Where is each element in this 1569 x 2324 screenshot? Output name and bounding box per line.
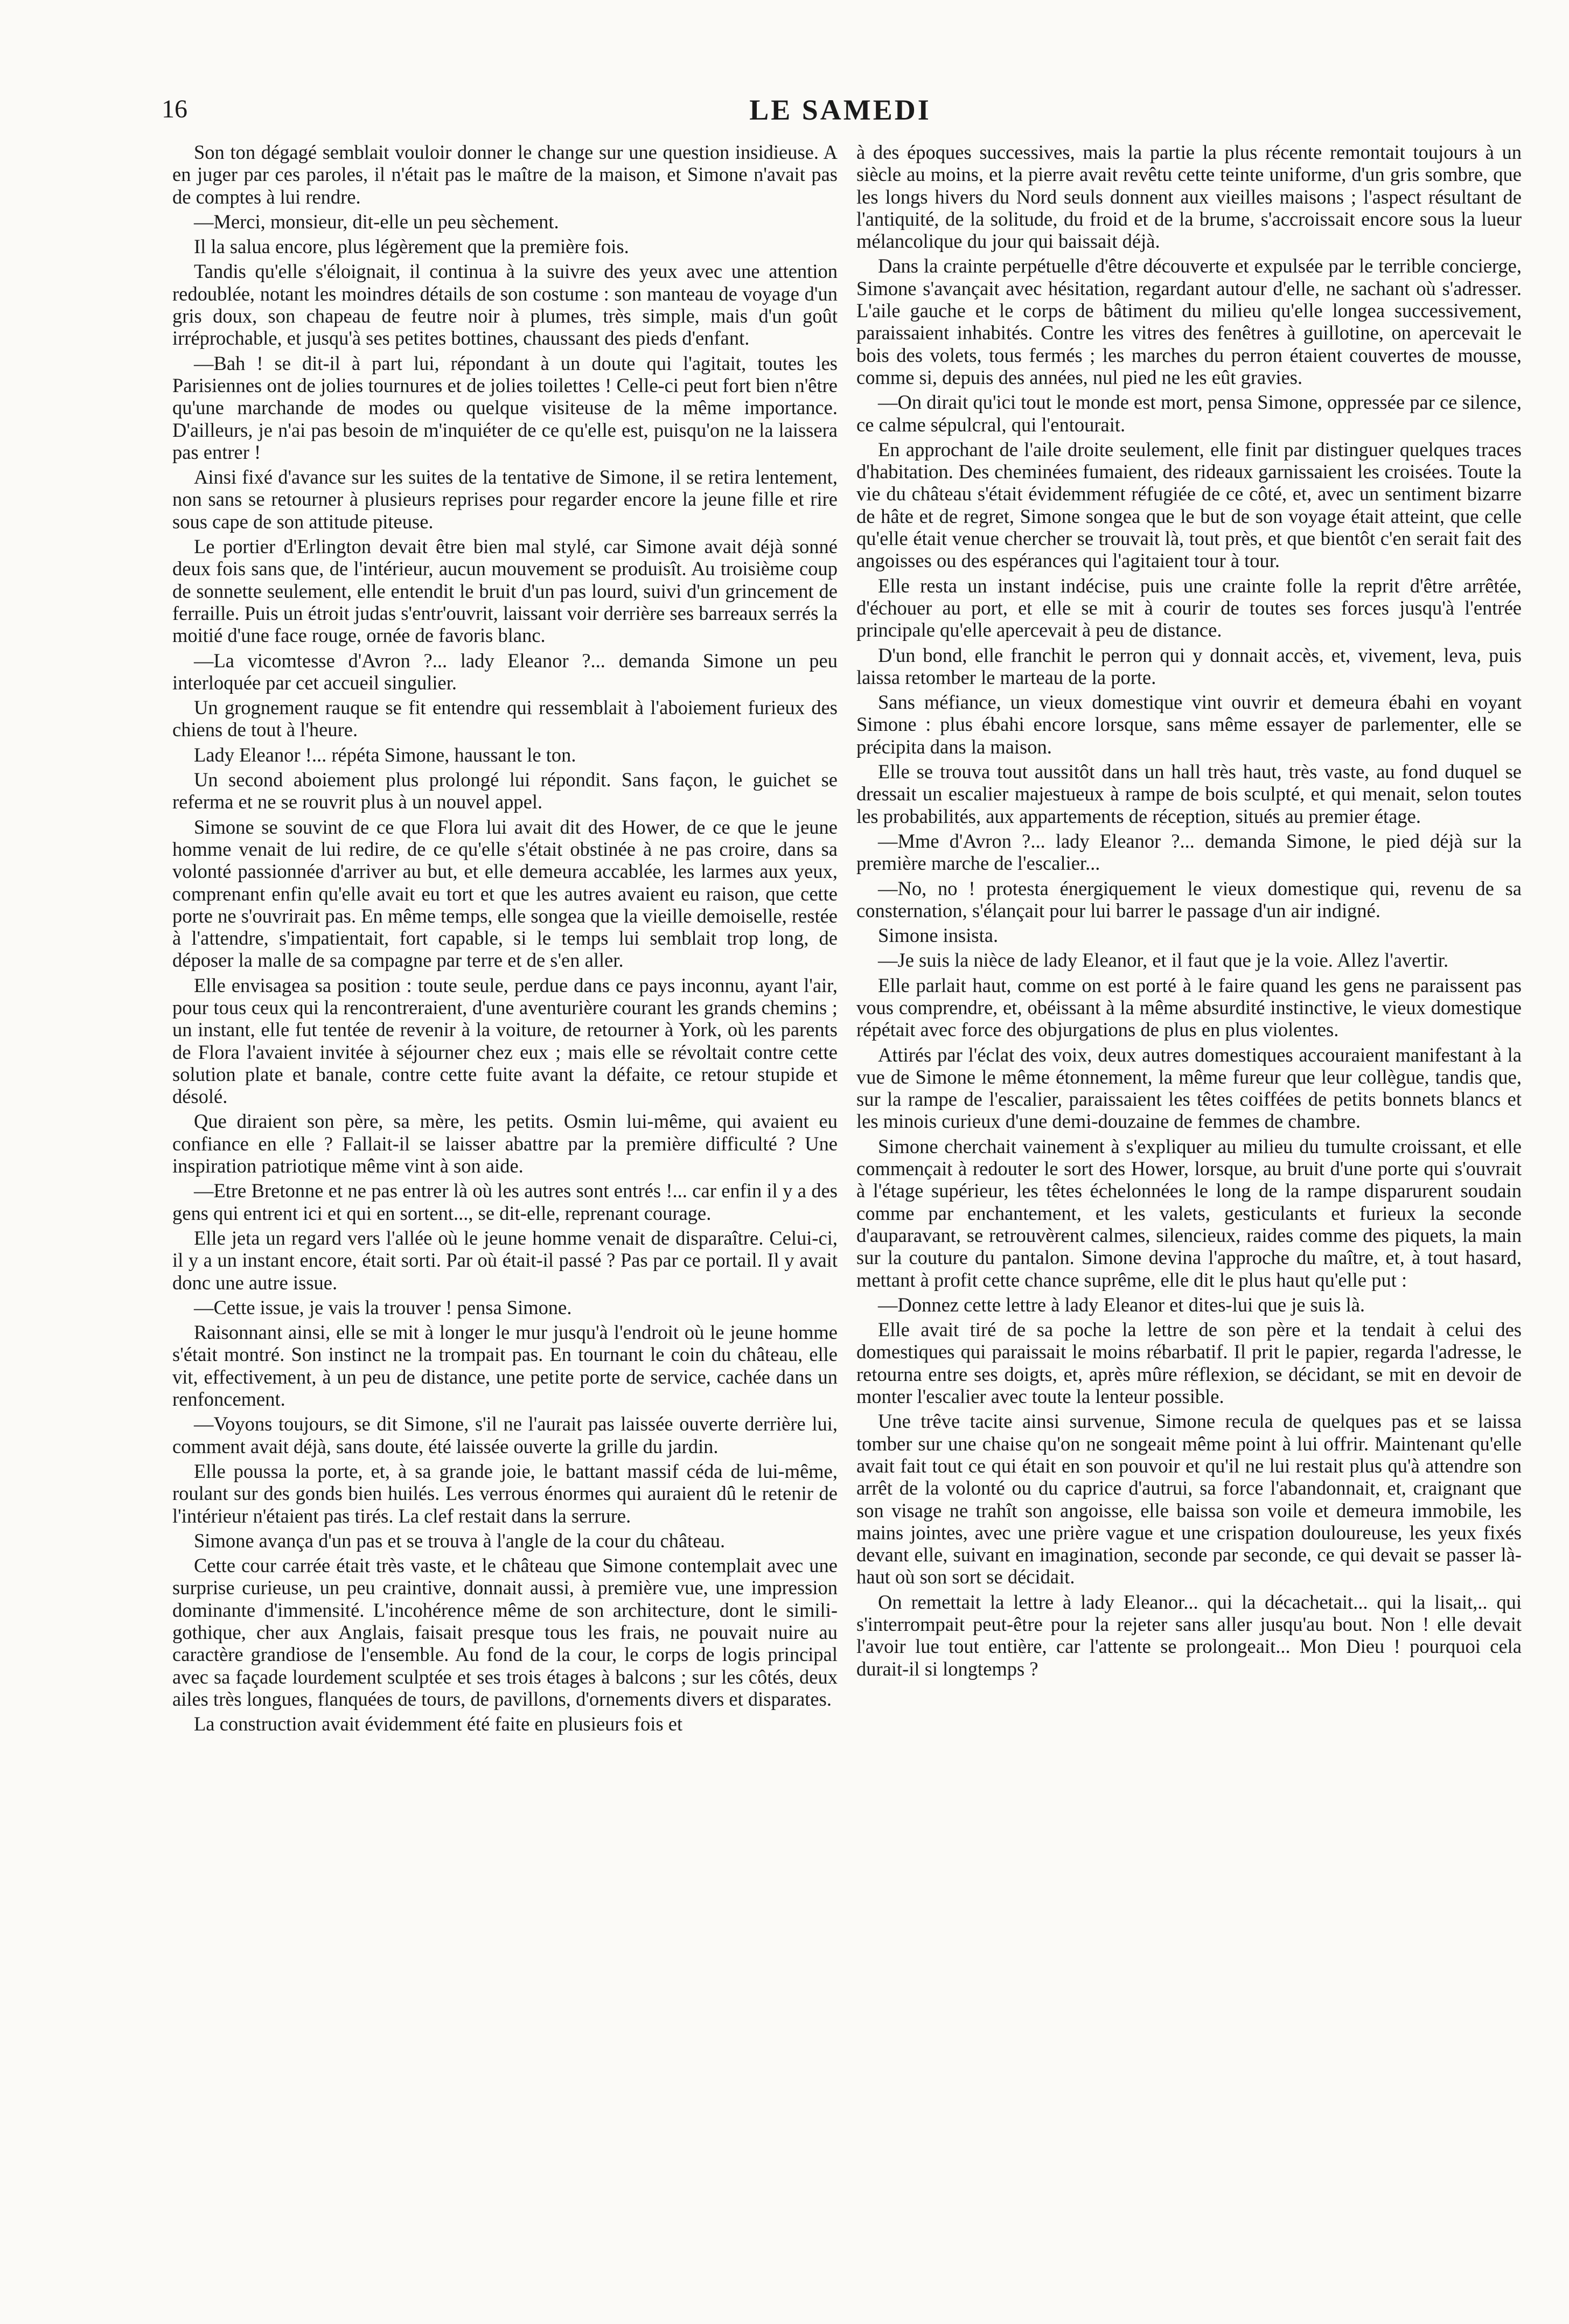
paragraph: En approchant de l'aile droite seulement, elle finit par distinguer quelques traces d'habitation. Des cheminées fumaient, des rideaux garnissaient les croisées. Toute la vie du château s'était évidemment réfugiée de ce côté, et, avec un sentiment bizarre de hâte et de regret, Simone songea que le but de son voyage était atteint, que celle qu'elle était venue chercher se trouvait là, tout près, et que bientôt c'en serait fait des angoisses ou des espérances qui l'agitaient tour à tour. <box>856 438 1522 572</box>
paragraph: —Cette issue, je vais la trouver ! pensa Simone. <box>194 1296 572 1318</box>
paragraph: Une trêve tacite ainsi survenue, Simone recula de quelques pas et se laissa tomber sur une chaise qu'on ne songeait même point à lui offrir. Maintenant qu'elle avait fait tout ce qui était en son pouvoir et qu'il ne lui restait plus qu'à attendre son arrêt de la volonté ou du caprice d'autrui, sa force l'abandonnait, et, craignant que son visage ne trahît son angoisse, elle baissa son voile et demeura immobile, les mains jointes, avec une prière vague et une crispation douloureuse, les yeux fixés devant elle, suivant en imagination, seconde par seconde, ce qui devait se passer là-haut où son sort se décidait. <box>856 1410 1522 1588</box>
paragraph: —Etre Bretonne et ne pas entrer là où les autres sont entrés !... car enfin il y a des gens qui entrent ici et qui en sortent..., se dit-elle, reprenant courage. <box>172 1180 838 1224</box>
paragraph: Simone cherchait vainement à s'expliquer au milieu du tumulte croissant, et elle commençait à redouter le sort des Hower, lorsque, au bruit d'une porte qui s'ouvrait à l'étage supérieur, les têtes échelonnées le long de la rampe disparurent soudain comme par enchantement, et les valets, gesticulants et furieux la seconde d'auparavant, se retrouvèrent calmes, silencieux, raides comme des piquets, la main sur la couture du pantalon. Simone devina l'approche du maître, et, à tout hasard, mettant à profit cette chance suprême, elle dit le plus haut qu'elle put : <box>856 1135 1522 1291</box>
paragraph: Elle envisagea sa position : toute seule, perdue dans ce pays inconnu, ayant l'air, pour tous ceux qui la rencontreraient, d'une aventurière courant les grands chemins ; un instant, elle fut tentée de revenir à la voiture, de retourner à York, où les parents de Flora l'avaient invitée à séjourner chez eux ; mais elle se révoltait contre cette solution plate et banale, contre cette fuite avant la défaite, ce retour stupide et désolé. <box>172 974 838 1108</box>
paragraph: —No, no ! protesta énergiquement le vieux domestique qui, revenu de sa consternation, s'élançait pour lui barrer le passage d'un air indigné. <box>856 877 1522 922</box>
paragraph: Un grognement rauque se fit entendre qui ressemblait à l'aboiement furieux des chiens de tout à l'heure. <box>172 696 838 741</box>
paragraph: —Voyons toujours, se dit Simone, s'il ne l'aurait pas laissée ouverte derrière lui, comment avait déjà, sans doute, été laissée ouverte la grille du jardin. <box>172 1413 838 1457</box>
paragraph: Sans méfiance, un vieux domestique vint ouvrir et demeura ébahi en voyant Simone : plus ébahi encore lorsque, sans même essayer de parlementer, elle se précipita dans la maison. <box>856 691 1522 758</box>
paragraph: Elle jeta un regard vers l'allée où le jeune homme venait de disparaître. Celui-ci, il y a un instant encore, était sorti. Par où était-il passé ? Pas par ce portail. Il y avait donc une autre issue. <box>172 1226 838 1294</box>
paragraph: à des époques successives, mais la partie la plus récente remontait toujours à un siècle au moins, et la pierre avait revêtu cette teinte uniforme, d'un gris sombre, que les longs hivers du Nord seuls donnent aux vieilles maisons ; l'aspect résultant de l'antiquité, de la solitude, du froid et de la brume, s'accroissait encore sous la lueur mélancolique du jour qui baissait déjà. <box>856 141 1522 253</box>
paragraph: Elle avait tiré de sa poche la lettre de son père et la tendait à celui des domestiques qui paraissait le moins rébarbatif. Il prit le papier, regarda l'adresse, le retourna entre ses doigts, et, après mûre réflexion, se décidant, se mit en devoir de monter l'escalier avec toute la lenteur possible. <box>856 1318 1522 1408</box>
paragraph: Simone insista. <box>878 924 999 947</box>
left-column <box>172 141 838 1737</box>
paragraph: —Merci, monsieur, dit-elle un peu sèchement. <box>194 210 559 233</box>
paragraph: —Mme d'Avron ?... lady Eleanor ?... demanda Simone, le pied déjà sur la première marche de l'escalier... <box>856 829 1522 875</box>
right-column <box>856 141 1522 1683</box>
paragraph: Dans la crainte perpétuelle d'être découverte et expulsée par le terrible concierge, Simone s'avançait avec hésitation, regardant autour d'elle, ne sachant où s'adresser. L'aile gauche et le corps de bâtiment du milieu qu'elle longea successivement, paraissaient inhabités. Contre les vitres des fenêtres à guillotine, on apercevait le bois des volets, tous fermés ; les marches du perron étaient couvertes de mousse, comme si, depuis des années, nul pied ne les eût gravies. <box>856 255 1522 388</box>
paragraph: —On dirait qu'ici tout le monde est mort, pensa Simone, oppressée par ce silence, ce calme sépulcral, qui l'entourait. <box>856 391 1522 436</box>
paragraph: Que diraient son père, sa mère, les petits. Osmin lui-même, qui avaient eu confiance en elle ? Fallait-il se laisser abattre par la première difficulté ? Une inspiration patriotique même vint à son aide. <box>172 1110 838 1177</box>
page-number: 16 <box>162 95 187 123</box>
paragraph: Tandis qu'elle s'éloignait, il continua à la suivre des yeux avec une attention redoublée, notant les moindres détails de son costume : son manteau de voyage d'un gris doux, son chapeau de feutre noir à plumes, très simple, mais d'un goût irréprochable, et jusqu'à ses petites bottines, chaussant des pieds d'enfant. <box>172 260 838 350</box>
page-header <box>162 94 1519 143</box>
paragraph: —Donnez cette lettre à lady Eleanor et dites-lui que je suis là. <box>878 1293 1365 1316</box>
paragraph: Cette cour carrée était très vaste, et le château que Simone contemplait avec une surprise curieuse, un peu craintive, donnait aussi, à première vue, une impression dominante d'immensité. L'incohérence même de son architecture, dont le simili-gothique, cher aux Anglais, faisait presque tous les frais, ne pouvait nuire au caractère grandiose de l'ensemble. Au fond de la cour, le corps de logis principal avec sa façade lourdement sculptée et ses trois étages à balcons ; sur les côtés, deux ailes très longues, flanquées de tours, de pavillons, d'ornements divers et disparates. <box>172 1554 838 1710</box>
paragraph: Elle se trouva tout aussitôt dans un hall très haut, très vaste, au fond duquel se dressait un escalier majestueux à rampe de bois sculpté, et qui menait, selon toutes les probabilités, aux appartements de réception, situés au premier étage. <box>856 760 1522 827</box>
paragraph: Elle parlait haut, comme on est porté à le faire quand les gens ne paraissent pas vous comprendre, et, obéissant à la même absurdité instinctive, le vieux domestique répétait avec force des objurgations de plus en plus violentes. <box>856 974 1522 1041</box>
paragraph: —Bah ! se dit-il à part lui, répondant à un doute qui l'agitait, toutes les Parisiennes ont de jolies tournures et de jolies toilettes ! Celle-ci peut fort bien n'être qu'une marchande de modes ou quelque visiteuse de la même importance. D'ailleurs, je n'ai pas besoin de m'inquiéter de ce qu'elle est, puisqu'on ne la laissera pas entrer ! <box>172 352 838 463</box>
paragraph: Lady Eleanor !... répéta Simone, haussant le ton. <box>194 743 576 766</box>
paragraph: Elle poussa la porte, et, à sa grande joie, le battant massif céda de lui-même, roulant sur des gonds bien huilés. Les verrous énormes qui auraient dû le retenir de l'intérieur n'étaient pas tirés. La clef restait dans la serrure. <box>172 1460 838 1527</box>
paragraph: Simone se souvint de ce que Flora lui avait dit des Hower, de ce que le jeune homme venait de lui redire, de ce qu'elle s'était obstinée à ne pas croire, dans sa volonté passionnée d'arriver au but, et elle demeura accablée, les larmes aux yeux, comprenant enfin qu'elle avait eu tort et que les autres avaient eu raison, que cette porte ne s'ouvrirait pas. En même temps, elle songea que la vieille demoiselle, restée à l'attendre, s'impatientait, fort capable, si le temps lui semblait trop long, de déposer la malle de sa compagne par terre et de s'en aller. <box>172 815 838 972</box>
paragraph: La construction avait évidemment été faite en plusieurs fois et <box>194 1713 683 1735</box>
paragraph: Le portier d'Erlington devait être bien mal stylé, car Simone avait déjà sonné deux fois sans que, de l'intérieur, aucun mouvement se produisît. Au troisième coup de sonnette seulement, elle entendit le bruit d'un pas lourd, suivi d'un grincement de ferraille. Puis un étroit judas s'entr'ouvrit, laissant voir derrière ses barreaux serrés la moitié d'une face rouge, ornée de favoris blanc. <box>172 535 838 647</box>
paragraph: —Je suis la nièce de lady Eleanor, et il faut que je la voie. Allez l'avertir. <box>878 949 1449 972</box>
paragraph: On remettait la lettre à lady Eleanor... qui la décachetait... qui la lisait,.. qui s'interrompait peut-être pour la rejeter sans aller jusqu'au bout. Non ! elle devait l'avoir lue tout entière, car l'attente se prolongeait... Mon Dieu ! pourquoi cela durait-il si longtemps ? <box>856 1590 1522 1680</box>
paragraph: —La vicomtesse d'Avron ?... lady Eleanor ?... demanda Simone un peu interloquée par cet accueil singulier. <box>172 649 838 694</box>
paragraph: Attirés par l'éclat des voix, deux autres domestiques accouraient manifestant à la vue de Simone le même étonnement, la même fureur que leur collègue, tandis que, sur la rampe de l'escalier, paraissaient les têtes coiffées de petits bonnets blancs et les minois curieux d'une demi-douzaine de femmes de chambre. <box>856 1043 1522 1133</box>
paragraph: Il la salua encore, plus légèrement que la première fois. <box>194 235 629 258</box>
publication-title: LE SAMEDI <box>749 94 931 126</box>
paragraph: Un second aboiement plus prolongé lui répondit. Sans façon, le guichet se referma et ne se rouvrit plus à un nouvel appel. <box>172 769 838 813</box>
paragraph: Raisonnant ainsi, elle se mit à longer le mur jusqu'à l'endroit où le jeune homme s'était montré. Son instinct ne la trompait pas. En tournant le coin du château, elle vit, effectivement, à un peu de distance, une petite porte de service, cachée dans un renfoncement. <box>172 1321 838 1411</box>
paragraph: Ainsi fixé d'avance sur les suites de la tentative de Simone, il se retira lentement, non sans se retourner à plusieurs reprises pour regarder encore la jeune fille et rire sous cape de son attitude piteuse. <box>172 466 838 533</box>
paragraph: Elle resta un instant indécise, puis une crainte folle la reprit d'être arrêtée, d'échouer au port, et elle se mit à courir de toutes ses forces jusqu'à l'entrée principale qu'elle apercevait à peu de distance. <box>856 574 1522 641</box>
paragraph: Simone avança d'un pas et se trouva à l'angle de la cour du château. <box>194 1529 726 1552</box>
paragraph: Son ton dégagé semblait vouloir donner le change sur une question insidieuse. A en juger par ces paroles, il n'était pas le maître de la maison, et Simone n'avait pas de comptes à lui rendre. <box>172 141 838 208</box>
paragraph: D'un bond, elle franchit le perron qui y donnait accès, et, vivement, leva, puis laissa retomber le marteau de la porte. <box>856 644 1522 688</box>
